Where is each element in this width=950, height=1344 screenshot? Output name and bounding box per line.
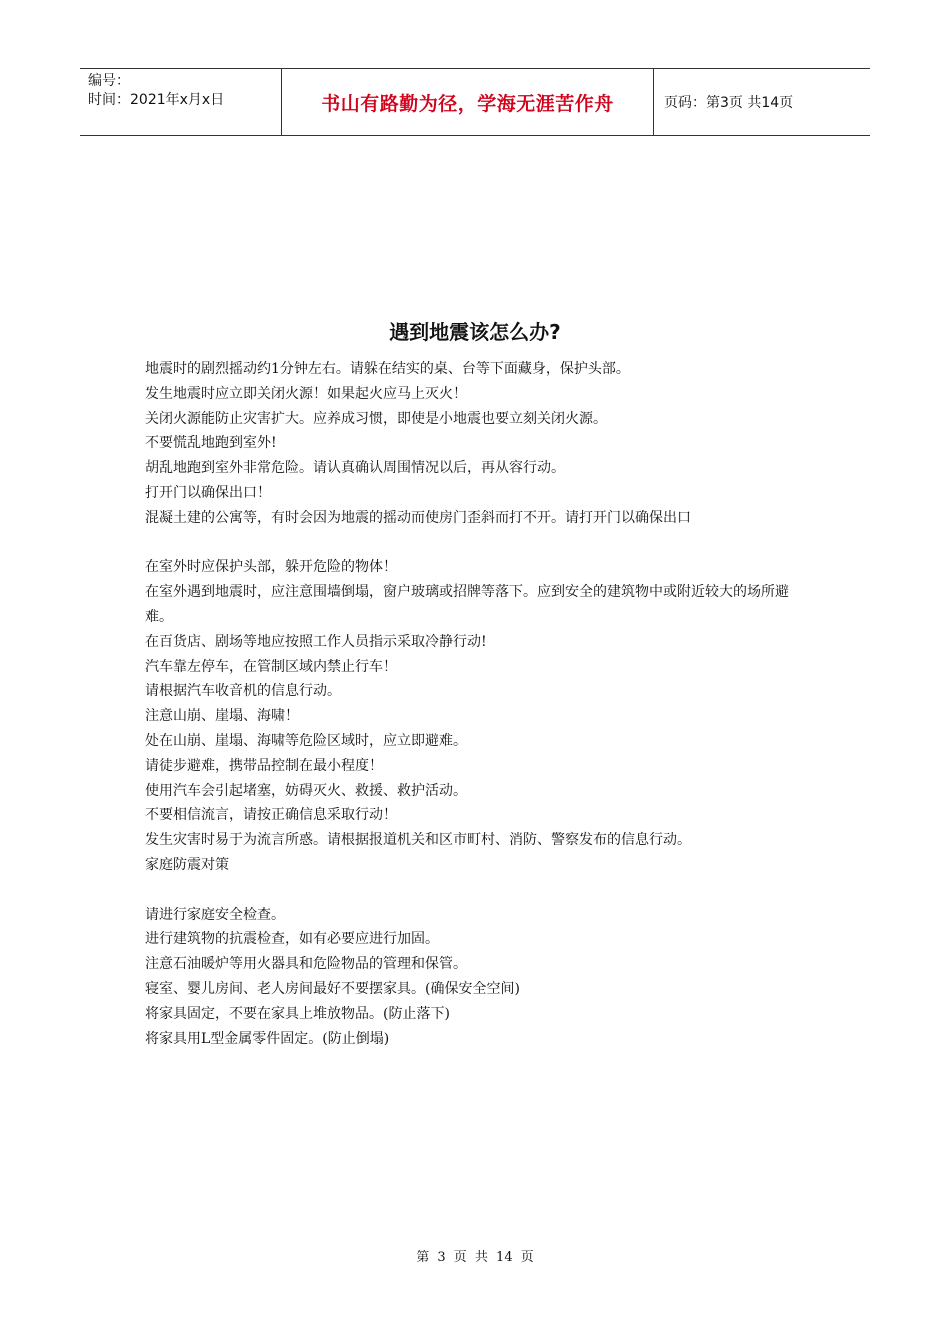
header-motto: 书山有路勤为径，学海无涯苦作舟 <box>282 69 654 135</box>
paragraph: 胡乱地跑到室外非常危险。请认真确认周围情况以后，再从容行动。 <box>145 460 565 477</box>
paragraph: 在百货店、剧场等地应按照工作人员指示采取冷静行动! <box>145 633 487 650</box>
time-label: 时间：2021年x月x日 <box>88 92 225 108</box>
number-label: 编号： <box>88 73 130 89</box>
paragraph: 汽车靠左停车，在管制区域内禁止行车！ <box>145 658 397 675</box>
paragraph: 将家具固定，不要在家具上堆放物品。(防止落下) <box>145 1005 450 1022</box>
paragraph: 在室外时应保护头部，躲开危险的物体！ <box>145 559 397 576</box>
paragraph: 关闭火源能防止灾害扩大。应养成习惯，即使是小地震也要立刻关闭火源。 <box>145 410 607 427</box>
paragraph: 寝室、婴儿房间、老人房间最好不要摆家具。(确保安全空间) <box>145 980 520 997</box>
paragraph: 将家具用L型金属零件固定。(防止倒塌) <box>145 1030 390 1047</box>
paragraph: 发生灾害时易于为流言所惑。请根据报道机关和区市町村、消防、警察发布的信息行动。 <box>145 832 691 849</box>
paragraph: 请徒步避难，携带品控制在最小程度！ <box>145 757 383 774</box>
document-body <box>145 357 815 1051</box>
paragraph: 混凝土建的公寓等，有时会因为地震的摇动而使房门歪斜而打不开。请打开门以确保出口 <box>145 509 691 526</box>
header-page-info: 页码：第3页 共14页 <box>664 95 794 111</box>
paragraph: 不要相信流言，请按正确信息采取行动！ <box>145 807 397 824</box>
paragraph: 进行建筑物的抗震检查，如有必要应进行加固。 <box>145 931 439 948</box>
paragraph: 注意石油暖炉等用火器具和危险物品的管理和保管。 <box>145 956 467 973</box>
paragraph: 在室外遇到地震时，应注意围墙倒塌，窗户玻璃或招牌等落下。应到安全的建筑物中或附近较大的场所避难。 <box>145 584 789 625</box>
header-table <box>80 68 870 136</box>
paragraph: 请进行家庭安全检查。 <box>145 906 285 923</box>
paragraph: 地震时的剧烈摇动约1分钟左右。请躲在结实的桌、台等下面藏身，保护头部。 <box>145 361 630 377</box>
header-meta <box>80 69 282 135</box>
paragraph: 请根据汽车收音机的信息行动。 <box>145 683 341 700</box>
blank-line <box>145 531 815 556</box>
paragraph: 处在山崩、崖塌、海啸等危险区域时，应立即避难。 <box>145 732 467 749</box>
paragraph: 家庭防震对策 <box>145 856 229 873</box>
paragraph: 打开门以确保出口！ <box>145 484 271 501</box>
paragraph: 使用汽车会引起堵塞，妨碍灭火、救援、救护活动。 <box>145 782 467 799</box>
document-title: 遇到地震该怎么办? <box>389 320 561 344</box>
paragraph: 注意山崩、崖塌、海啸！ <box>145 708 299 725</box>
paragraph: 发生地震时应立即关闭火源！如果起火应马上灭火！ <box>145 385 467 402</box>
page-footer: 第 3 页 共 14 页 <box>416 1250 534 1265</box>
paragraph: 不要慌乱地跑到室外! <box>145 435 277 452</box>
blank-line <box>145 878 815 903</box>
